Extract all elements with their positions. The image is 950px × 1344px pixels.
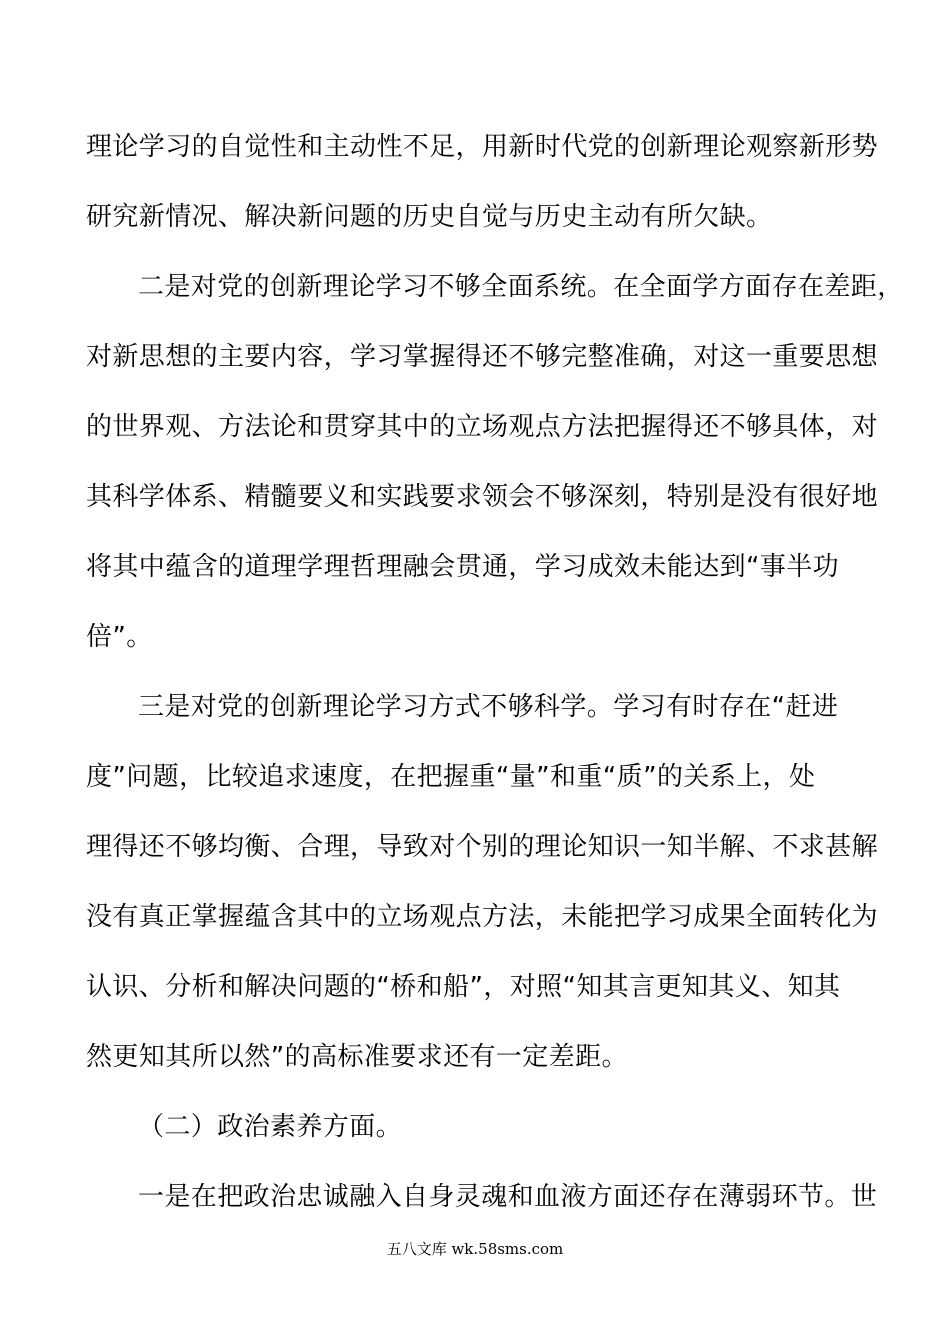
text-line-14: 然更知其所以然”的高标准要求还有一定差距。 (86, 1042, 628, 1072)
text-line-8: 倍”。 (86, 622, 153, 652)
text-line-2: 研究新情况、解决新问题的历史自觉与历史主动有所欠缺。 (86, 202, 773, 232)
section-heading: （二）政治素养方面。 (138, 1112, 403, 1142)
text-line-4: 对新思想的主要内容，学习掌握得还不够完整准确，对这一重要思想 (86, 342, 879, 372)
text-line-16: 一是在把政治忠诚融入自身灵魂和血液方面还存在薄弱环节。世 (138, 1182, 878, 1212)
text-line-9: 三是对党的创新理论学习方式不够科学。学习有时存在“赶进 (138, 692, 839, 722)
text-line-7: 将其中蕴含的道理学理哲理融会贯通，学习成效未能达到“事半功 (86, 552, 840, 582)
text-line-6: 其科学体系、精髓要义和实践要求领会不够深刻，特别是没有很好地 (86, 482, 879, 512)
text-line-12: 没有真正掌握蕴含其中的立场观点方法，未能把学习成果全面转化为 (86, 902, 879, 932)
text-line-11: 理得还不够均衡、合理，导致对个别的理论知识一知半解、不求甚解 (86, 832, 879, 862)
text-line-5: 的世界观、方法论和贯穿其中的立场观点方法把握得还不够具体，对 (86, 412, 879, 442)
text-line-3: 二是对党的创新理论学习不够全面系统。在全面学方面存在差距， (138, 272, 904, 302)
document-body (86, 112, 904, 1232)
text-line-10: 度”问题，比较追求速度，在把握重“量”和重“质”的关系上，处 (86, 762, 816, 792)
text-line-1: 理论学习的自觉性和主动性不足，用新时代党的创新理论观察新形势 (86, 132, 879, 162)
page-footer: 五八文库 wk.58sms.com (386, 1240, 564, 1258)
text-line-13: 认识、分析和解决问题的“桥和船”，对照“知其言更知其义、知其 (86, 972, 841, 1002)
